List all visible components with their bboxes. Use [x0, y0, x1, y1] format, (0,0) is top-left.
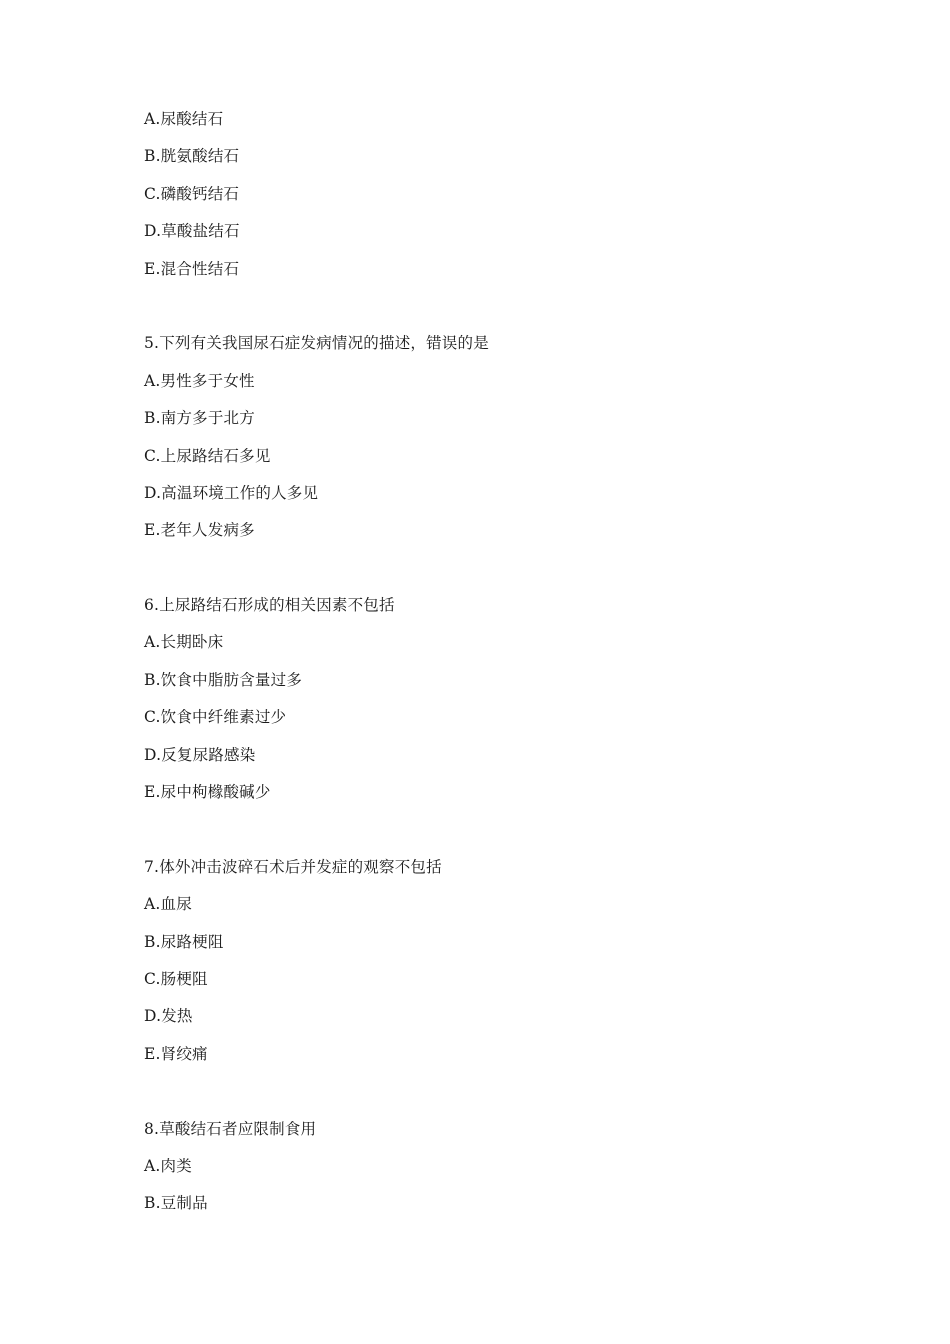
question-7-block [144, 854, 844, 1078]
spacer [144, 555, 844, 592]
option-a: A.肉类 [144, 1156, 192, 1175]
option-e: E.混合性结石 [144, 259, 240, 278]
option-e: E.老年人发病多 [144, 521, 255, 540]
option-b: B.南方多于北方 [144, 409, 255, 428]
option-c: C.磷酸钙结石 [144, 184, 240, 203]
spacer [144, 1078, 844, 1115]
question-5-block [144, 330, 844, 554]
option-b: B.胱氨酸结石 [144, 147, 240, 166]
exam-page [144, 106, 844, 1228]
question-8-block [144, 1116, 844, 1228]
option-a: A.男性多于女性 [144, 371, 255, 390]
question-stem: 5.下列有关我国尿石症发病情况的描述，错误的是 [144, 334, 489, 353]
option-a: A.长期卧床 [144, 633, 224, 652]
option-a: A.血尿 [144, 895, 192, 914]
spacer [144, 816, 844, 853]
option-b: B.饮食中脂肪含量过多 [144, 670, 303, 689]
question-stem: 8.草酸结石者应限制食用 [144, 1119, 317, 1138]
option-e: E.肾绞痛 [144, 1044, 208, 1063]
option-c: C.饮食中纤维素过少 [144, 708, 287, 727]
question-stem: 7.体外冲击波碎石术后并发症的观察不包括 [144, 857, 442, 876]
option-d: D.高温环境工作的人多见 [144, 483, 319, 502]
question-4-block [144, 106, 844, 293]
question-stem: 6.上尿路结石形成的相关因素不包括 [144, 596, 395, 615]
option-c: C.上尿路结石多见 [144, 446, 271, 465]
option-d: D.草酸盐结石 [144, 222, 240, 241]
spacer [144, 293, 844, 330]
option-d: D.反复尿路感染 [144, 745, 256, 764]
option-b: B.豆制品 [144, 1194, 208, 1213]
option-d: D.发热 [144, 1007, 193, 1026]
option-c: C.肠梗阻 [144, 969, 208, 988]
question-6-block [144, 592, 844, 816]
option-e: E.尿中枸橼酸碱少 [144, 783, 271, 802]
option-a: A.尿酸结石 [144, 110, 224, 128]
option-b: B.尿路梗阻 [144, 932, 224, 951]
